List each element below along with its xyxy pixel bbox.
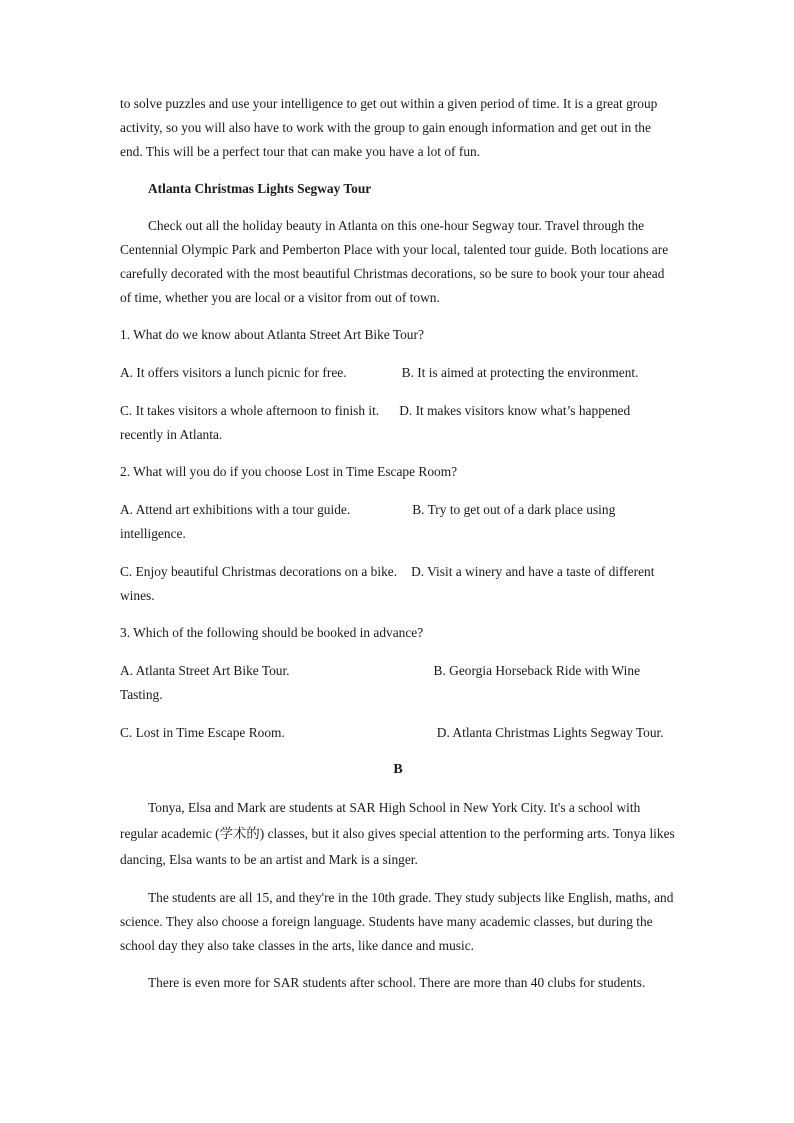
option-3a: A. Atlanta Street Art Bike Tour. [120,663,290,678]
option-1a: A. It offers visitors a lunch picnic for free. [120,365,347,380]
question-2-options-ab [120,498,676,546]
intro-paragraph: to solve puzzles and use your intelligence to get out within a given period of time. It is a great group activity, so you will also have to work with the group to gain enough information and get out in the end. This will be a perfect tour that can make you have a lot of fun. [120,96,658,159]
option-1c: C. It takes visitors a whole afternoon to finish it. [120,403,380,418]
question-1: 1. What do we know about Atlanta Street Art Bike Tour? [120,327,424,342]
question-3: 3. Which of the following should be booked in advance? [120,625,424,640]
question-1-options-cd [120,399,676,447]
question-2: 2. What will you do if you choose Lost in Time Escape Room? [120,464,458,479]
option-3d: D. Atlanta Christmas Lights Segway Tour. [436,725,664,740]
segway-heading: Atlanta Christmas Lights Segway Tour [148,181,372,196]
question-2-options-cd [120,560,676,608]
segway-paragraph: Check out all the holiday beauty in Atlanta on this one-hour Segway tour. Travel through the Centennial Olympic Park and Pemberton Place with your local, talented tour guide. Both locations are carefully decorated with the most beautiful Christmas decorations, so be sure to book your tour ahead of time, whether you are local or a visitor from out of town. [120,218,669,305]
question-1-options-ab [120,361,676,385]
option-2c: C. Enjoy beautiful Christmas decorations on a bike. [120,564,398,579]
passage-b-paragraph-3: There is even more for SAR students after school. There are more than 40 clubs for students. [148,975,646,990]
option-3c: C. Lost in Time Escape Room. [120,725,285,740]
question-3-options-ab [120,659,676,707]
option-1b: B. It is aimed at protecting the environment. [401,365,639,380]
option-3b: B. Georgia Horseback Ride with Wine Tasting. [120,663,641,702]
document-content [120,92,676,995]
passage-b-paragraph-2: The students are all 15, and they're in the 10th grade. They study subjects like English, maths, and science. They also choose a foreign language. Students have many academic classes, but during the school day they also take classes in the arts, like dance and music. [120,890,674,953]
option-2a: A. Attend art exhibitions with a tour guide. [120,502,351,517]
question-3-options-cd [120,721,676,745]
section-b-heading: B [393,762,403,777]
option-2b: B. Try to get out of a dark place using intelligence. [120,502,616,541]
option-1d: D. It makes visitors know what’s happened recently in Atlanta. [120,403,631,442]
option-2d: D. Visit a winery and have a taste of different wines. [120,564,655,603]
passage-b-paragraph-1: Tonya, Elsa and Mark are students at SAR High School in New York City. It's a school with regular academic (学术的) classes, but it also gives special attention to the performing arts. Tonya likes dancing, Elsa wants to be an artist and Mark is a singer. [120,800,675,867]
